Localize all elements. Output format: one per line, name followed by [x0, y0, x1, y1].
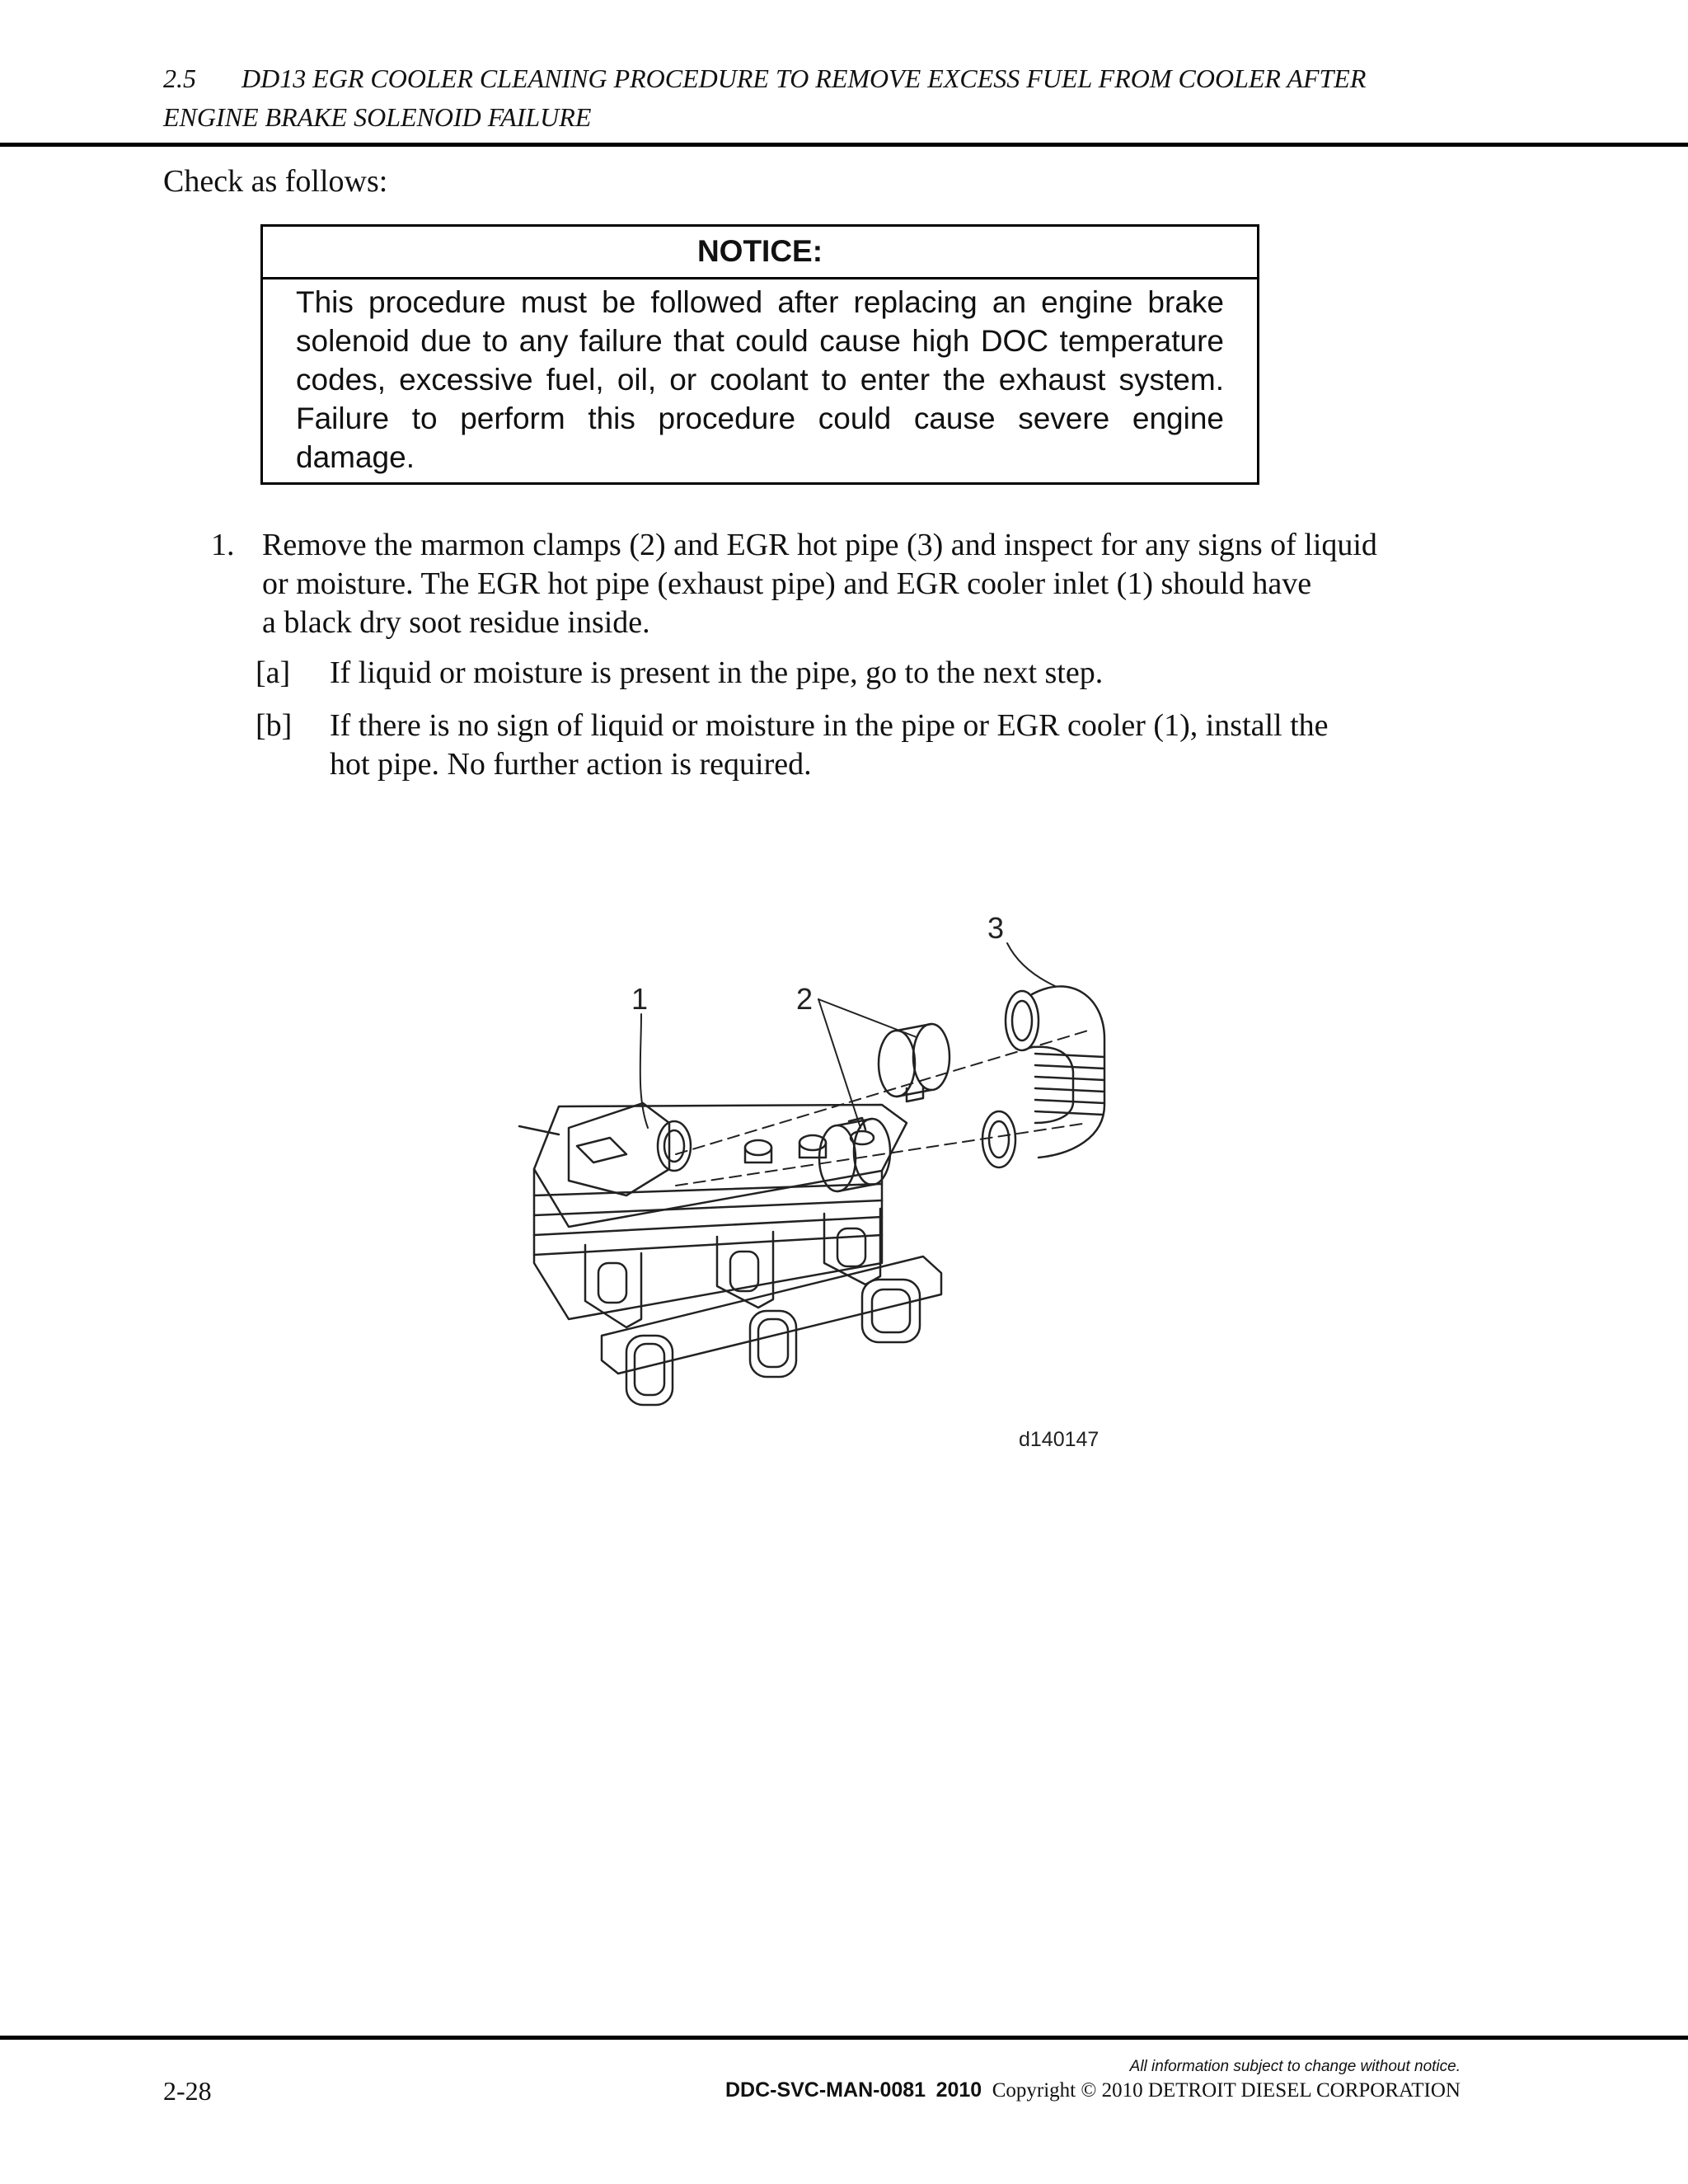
- callout-1: 1: [631, 982, 649, 1016]
- section-title-line-2: ENGINE BRAKE SOLENOID FAILURE: [163, 102, 592, 132]
- page-number: 2-28: [163, 2076, 212, 2106]
- procedure-steps: [163, 526, 1482, 798]
- egr-cooler-body: [519, 1103, 907, 1327]
- step-number: 1.: [211, 528, 235, 562]
- substep-text-line-2: hot pipe. No further action is required.: [330, 747, 812, 782]
- callout-2: 2: [796, 982, 814, 1016]
- notice-title: NOTICE:: [263, 227, 1257, 279]
- step-text-line-3: a black dry soot residue inside.: [262, 605, 650, 640]
- copyright: Copyright © 2010 DETROIT DIESEL CORPORATION: [992, 2079, 1461, 2102]
- alignment-lines: [676, 1031, 1088, 1186]
- step-text-line-1: Remove the marmon clamps (2) and EGR hot pipe (3) and inspect for any signs of liquid: [262, 528, 1377, 562]
- egr-cooler-illustration: [495, 907, 1154, 1468]
- illustration-svg: [495, 907, 1154, 1468]
- intro-text: Check as follows:: [163, 164, 388, 199]
- exhaust-gasket: [602, 1256, 941, 1405]
- substeps: [163, 654, 1482, 784]
- section-title-line-1: 2.5 DD13 EGR COOLER CLEANING PROCEDURE TO REMOVE EXCESS FUEL FROM COOLER AFTER: [163, 59, 1564, 98]
- footer-disclaimer: All information subject to change without notice.: [1129, 2058, 1461, 2075]
- section-number: 2.5: [163, 63, 196, 93]
- section-header: [163, 59, 1564, 137]
- header-rule: [0, 143, 1688, 147]
- doc-year: 2010: [935, 2078, 982, 2102]
- step-1: [163, 526, 1482, 642]
- substep-text-line-1: If there is no sign of liquid or moisture in the pipe or EGR cooler (1), install the: [330, 708, 1329, 743]
- callout-3: 3: [987, 911, 1005, 945]
- figure-id: d140147: [1019, 1428, 1100, 1451]
- substep-a: [163, 654, 1482, 693]
- substep-b: [163, 707, 1482, 784]
- egr-hot-pipe: [982, 986, 1104, 1167]
- notice-body: This procedure must be followed after replacing an engine brake solenoid due to any failure that could cause high DOC temperature codes, excessive fuel, oil, or coolant to enter the exhaust system. Failure to perform this procedure could cause severe engine damage.: [296, 285, 1224, 474]
- callout-leaders: [640, 943, 1055, 1128]
- step-text-line-2: or moisture. The EGR hot pipe (exhaust pipe) and EGR cooler inlet (1) should have: [262, 566, 1312, 601]
- notice-box: [260, 224, 1259, 485]
- footer-rule: [0, 2036, 1688, 2040]
- doc-id: DDC-SVC-MAN-0081: [724, 2078, 926, 2102]
- substep-label: [a]: [256, 655, 291, 690]
- footer-doc-info: [725, 2078, 1461, 2102]
- substep-label: [b]: [256, 708, 293, 743]
- substep-text: If liquid or moisture is present in the pipe, go to the next step.: [330, 655, 1104, 690]
